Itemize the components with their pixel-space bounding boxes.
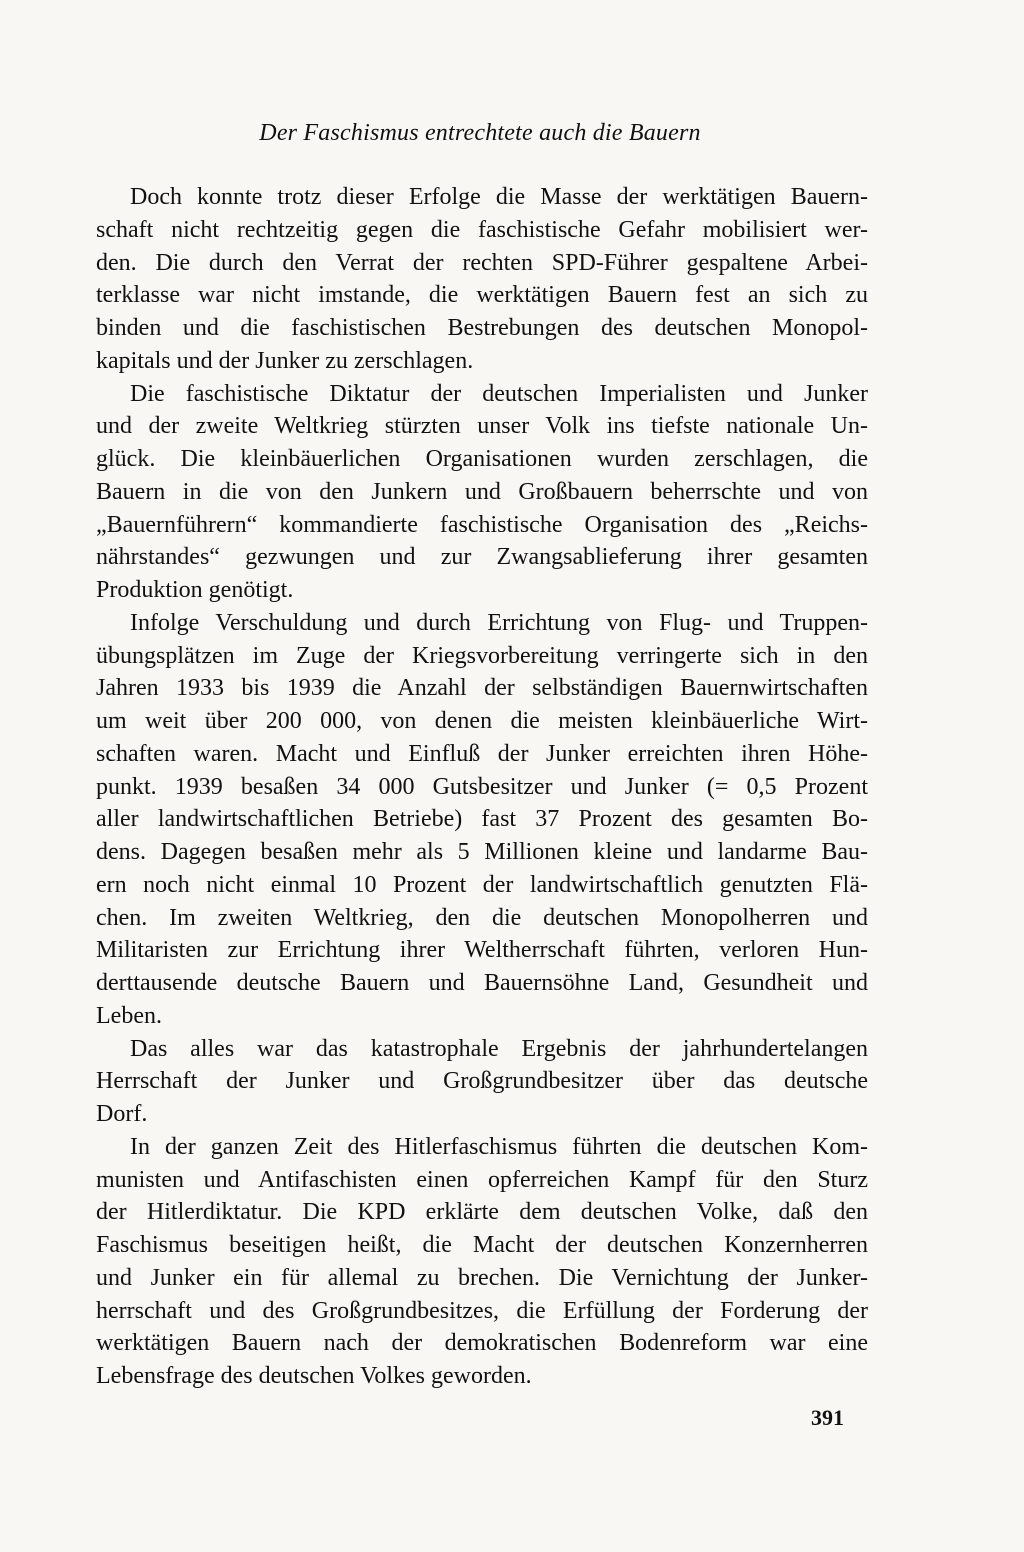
- text-line: „Bauernführern“ kommandierte faschistische Organisation des „Reichs-: [96, 511, 868, 538]
- text-line: derttausende deutsche Bauern und Bauernsöhne Land, Gesundheit und: [96, 970, 868, 996]
- paragraph: [96, 607, 868, 1033]
- paragraph: [96, 1131, 868, 1393]
- text-line: glück. Die kleinbäuerlichen Organisationen wurden zerschlagen, die: [96, 446, 868, 472]
- text-line: binden und die faschistischen Bestrebungen des deutschen Monopol-: [96, 315, 868, 341]
- paragraph: [96, 181, 868, 378]
- text-line: Jahren 1933 bis 1939 die Anzahl der selbständigen Bauernwirtschaften: [96, 675, 868, 702]
- text-line: übungsplätzen im Zuge der Kriegsvorbereitung verringerte sich in den: [96, 642, 868, 669]
- text-line: terklasse war nicht imstande, die werktätigen Bauern fest an sich zu: [96, 282, 868, 309]
- text-line: Produktion genötigt.: [96, 577, 294, 603]
- text-line: punkt. 1939 besaßen 34 000 Gutsbesitzer und Junker (= 0,5 Prozent: [96, 773, 868, 800]
- text-line: nährstandes“ gezwungen und zur Zwangsablieferung ihrer gesamten: [96, 544, 868, 571]
- text-line: den. Die durch den Verrat der rechten SPD-Führer gespaltene Arbei-: [96, 249, 868, 276]
- text-line: schaften waren. Macht und Einfluß der Junker erreichten ihren Höhe-: [96, 740, 868, 767]
- text-line: der Hitlerdiktatur. Die KPD erklärte dem deutschen Volke, daß den: [96, 1199, 868, 1226]
- running-head: Der Faschismus entrechtete auch die Bauern: [259, 120, 701, 146]
- text-line: Lebensfrage des deutschen Volkes geworden.: [96, 1363, 532, 1389]
- text-line: kapitals und der Junker zu zerschlagen.: [96, 347, 474, 374]
- text-line: munisten und Antifaschisten einen opferreichen Kampf für den Sturz: [96, 1166, 868, 1193]
- paragraph: [96, 1033, 868, 1131]
- text-line: Leben.: [96, 1002, 162, 1029]
- text-line: werktätigen Bauern nach der demokratischen Bodenreform war eine: [96, 1330, 868, 1357]
- text-line: Bauern in die von den Junkern und Großbauern beherrschte und von: [96, 478, 868, 505]
- text-line: Die faschistische Diktatur der deutschen Imperialisten und Junker: [130, 380, 868, 407]
- text-line: ern noch nicht einmal 10 Prozent der landwirtschaftlich genutzten Flä-: [96, 871, 868, 898]
- text-line: und Junker ein für allemal zu brechen. Die Vernichtung der Junker-: [96, 1264, 868, 1291]
- text-line: Das alles war das katastrophale Ergebnis der jahrhundertelangen: [130, 1035, 868, 1062]
- text-line: In der ganzen Zeit des Hitlerfaschismus führten die deutschen Kom-: [130, 1133, 868, 1160]
- text-line: herrschaft und des Großgrundbesitzes, die Erfüllung der Forderung der: [96, 1297, 868, 1324]
- text-line: Faschismus beseitigen heißt, die Macht der deutschen Konzernherren: [96, 1232, 868, 1258]
- paragraph: [96, 378, 868, 607]
- text-line: schaft nicht rechtzeitig gegen die faschistische Gefahr mobilisiert wer-: [96, 216, 868, 243]
- text-line: und der zweite Weltkrieg stürzten unser Volk ins tiefste nationale Un-: [96, 413, 868, 440]
- text-line: Herrschaft der Junker und Großgrundbesitzer über das deutsche: [96, 1068, 868, 1095]
- page-number: 391: [811, 1405, 844, 1430]
- text-line: chen. Im zweiten Weltkrieg, den die deutschen Monopolherren und: [96, 904, 868, 931]
- body-text: [96, 181, 868, 1393]
- text-line: Doch konnte trotz dieser Erfolge die Masse der werktätigen Bauern-: [130, 184, 868, 210]
- text-line: aller landwirtschaftlichen Betriebe) fast 37 Prozent des gesamten Bo-: [96, 806, 868, 833]
- text-line: dens. Dagegen besaßen mehr als 5 Millionen kleine und landarme Bau-: [96, 839, 868, 865]
- text-line: Militaristen zur Errichtung ihrer Weltherrschaft führten, verloren Hun-: [96, 937, 868, 964]
- text-line: Dorf.: [96, 1101, 148, 1127]
- text-line: Infolge Verschuldung und durch Errichtung von Flug- und Truppen-: [130, 609, 868, 636]
- text-line: um weit über 200 000, von denen die meisten kleinbäuerliche Wirt-: [96, 708, 868, 734]
